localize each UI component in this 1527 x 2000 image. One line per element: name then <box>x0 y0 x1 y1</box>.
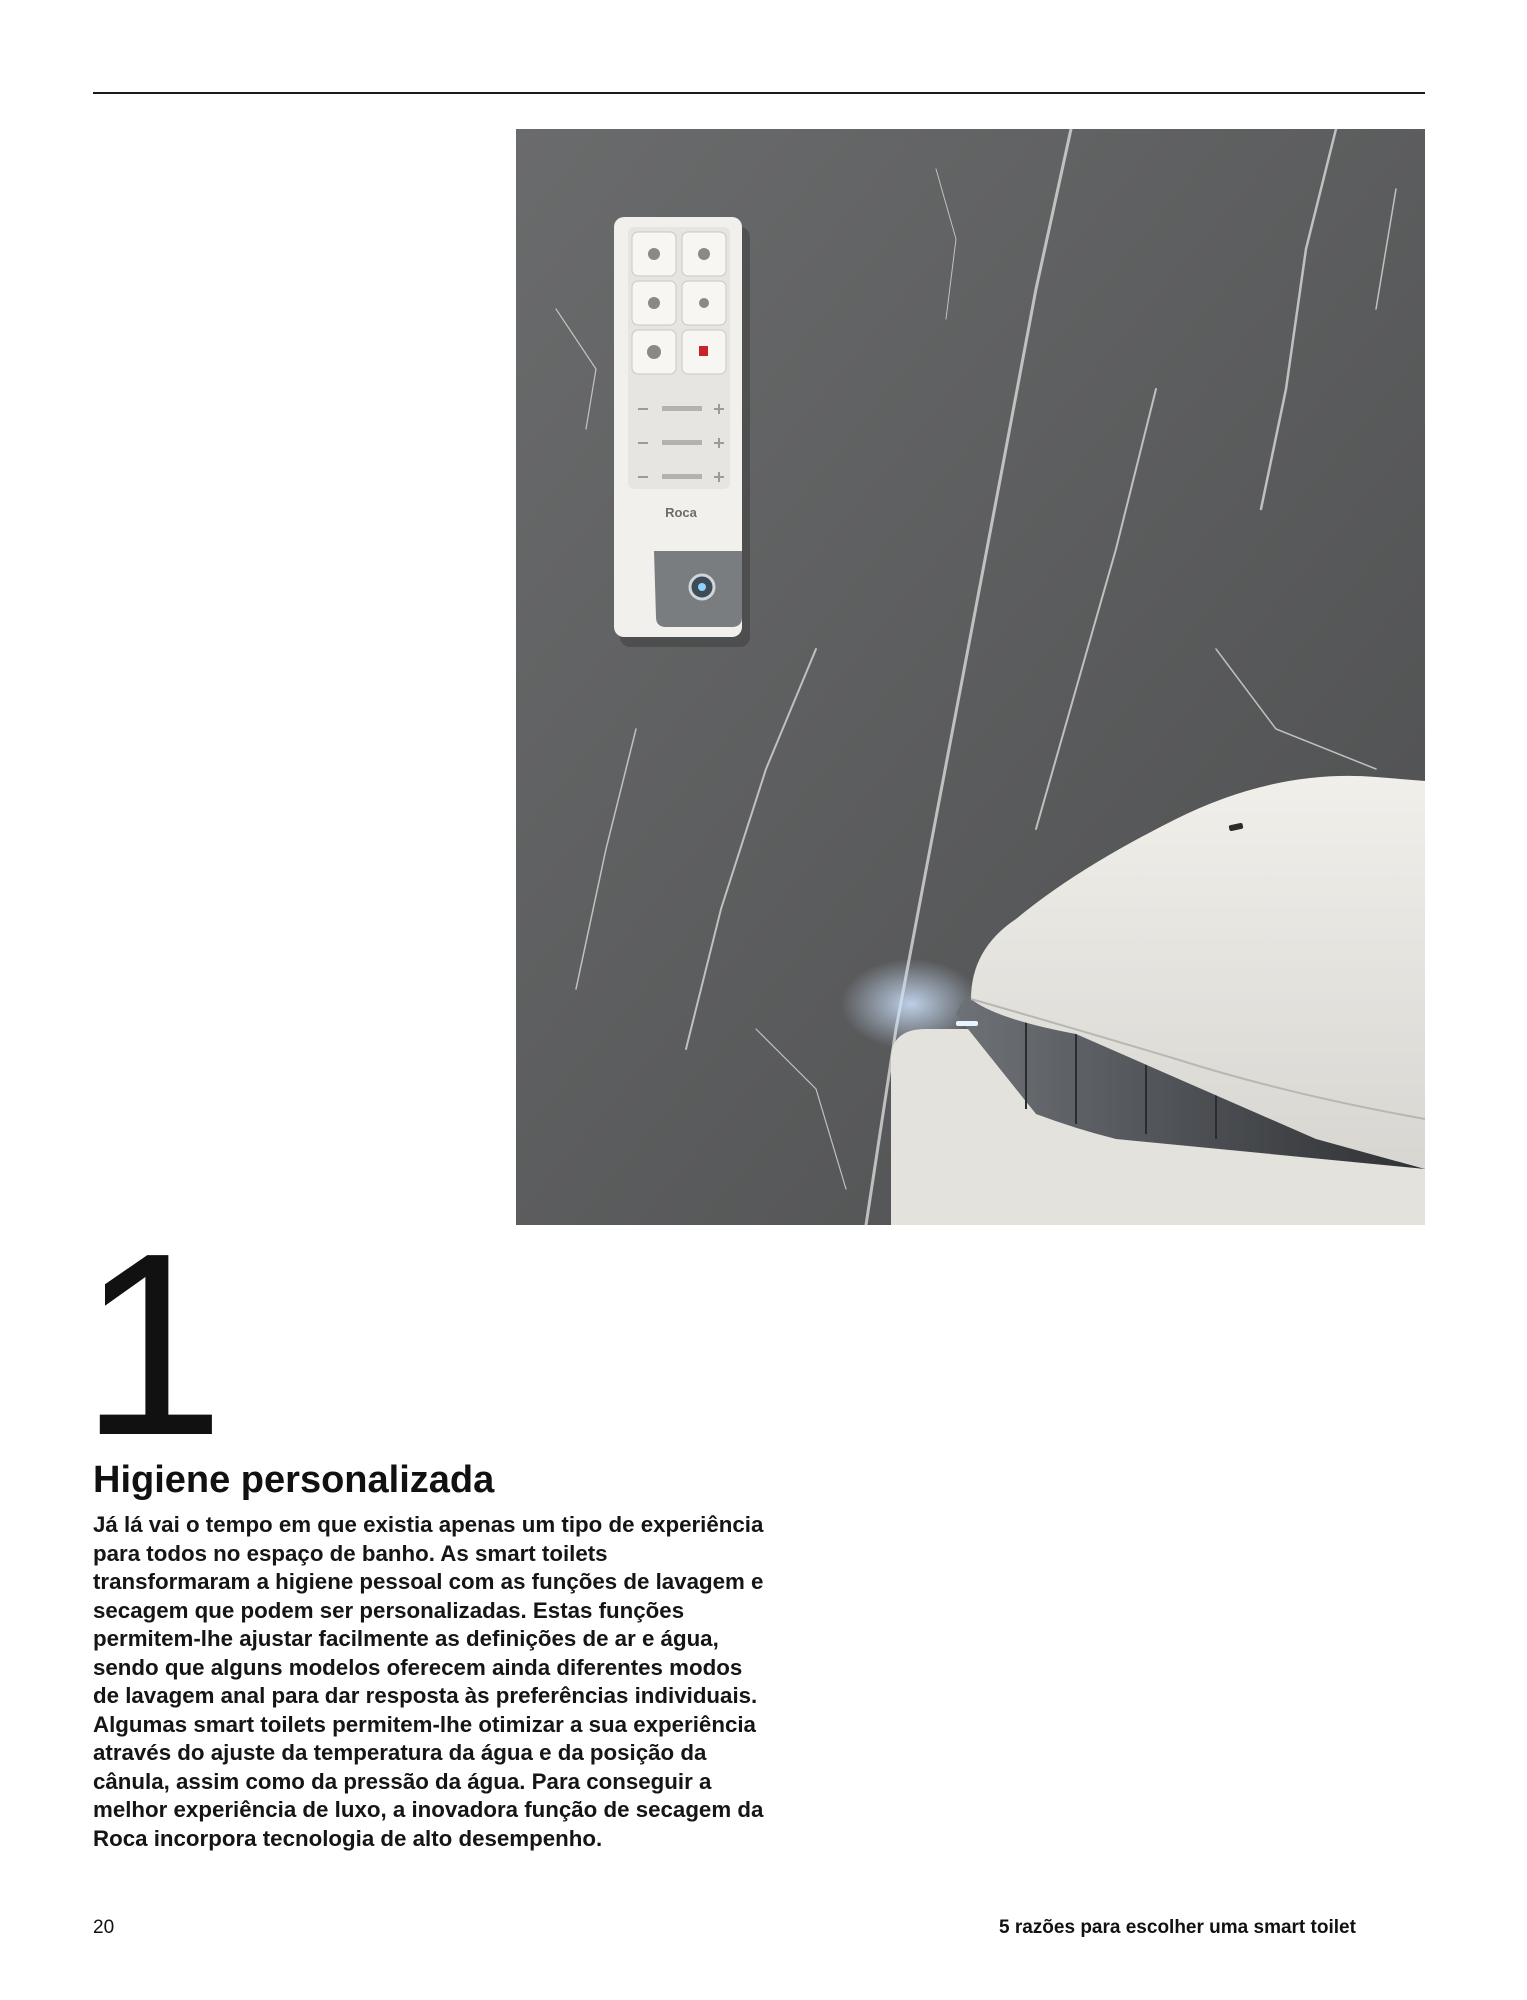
svg-text:Roca: Roca <box>665 505 697 520</box>
page-number: 20 <box>93 1917 115 1938</box>
top-rule <box>93 92 1425 94</box>
product-photo <box>516 129 1425 1225</box>
section-number: 1 <box>80 1200 219 1490</box>
running-footer-title: 5 razões para escolher uma smart toilet <box>999 1917 1356 1938</box>
remote-control <box>614 217 750 647</box>
section-title: Higiene personalizada <box>93 1459 495 1501</box>
section-body: Já lá vai o tempo em que existia apenas um tipo de experiência para todos no espaço de banho. As smart toilets transformaram a higiene pessoal com as funções de lavagem e secagem que podem ser personalizadas. Estas funções permitem-lhe ajustar facilmente as definições de ar e água, sendo que alguns modelos oferecem ainda diferentes modos de lavagem anal para dar resposta às preferências individuais. Algumas smart toilets permitem-lhe otimizar a sua experiência através do ajuste da temperatura da água e da posição da cânula, assim como da pressão da água. Para conseguir a melhor experiência de luxo, a inovadora função de secagem da Roca incorpora tecnologia de alto desempenho. <box>93 1512 764 1851</box>
